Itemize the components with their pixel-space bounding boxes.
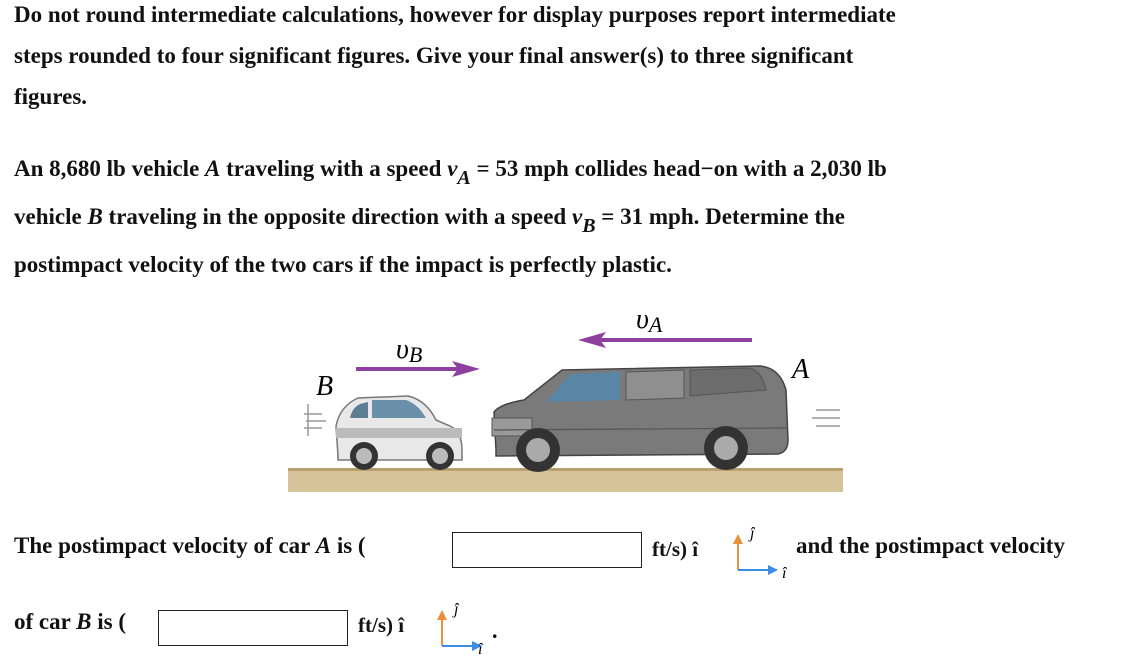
text: is ( bbox=[331, 533, 366, 558]
problem-line-1 bbox=[14, 148, 887, 191]
problem-line-2 bbox=[14, 196, 845, 239]
va-label: υA bbox=[636, 304, 663, 337]
text: An 8,680 lb vehicle bbox=[14, 156, 206, 181]
subscript-a: A bbox=[457, 167, 471, 189]
j-hat-label: ĵ bbox=[454, 601, 459, 618]
text: The postimpact velocity of car bbox=[14, 533, 316, 558]
i-hat-label: î bbox=[782, 565, 787, 578]
answer-a-suffix: and the postimpact velocity bbox=[796, 533, 1065, 558]
problem-line-3: postimpact velocity of the two cars if the impact is perfectly plastic. bbox=[14, 252, 672, 277]
instruction-line-2: steps rounded to four significant figures. Give your final answer(s) to three significant bbox=[14, 43, 854, 68]
answer-a-label bbox=[14, 533, 366, 559]
car-a bbox=[492, 366, 788, 472]
car-b-velocity-input[interactable] bbox=[158, 610, 348, 646]
answer-b-label bbox=[14, 609, 126, 635]
car-b-symbol: B bbox=[76, 609, 92, 634]
car-a-symbol: A bbox=[315, 533, 332, 558]
unit-label-a: ft/s) î bbox=[652, 537, 699, 561]
velocity-symbol: v bbox=[571, 204, 583, 229]
vb-label: υB bbox=[396, 334, 423, 367]
period: . bbox=[492, 618, 498, 643]
instruction-line-1: Do not round intermediate calculations, however for display purposes report intermediate bbox=[14, 2, 896, 27]
vehicle-a-symbol: A bbox=[205, 156, 221, 181]
motion-lines-a bbox=[812, 410, 840, 426]
velocity-symbol: v bbox=[447, 156, 458, 181]
ground bbox=[288, 470, 843, 492]
text: traveling with a speed bbox=[220, 156, 448, 181]
label-a: A bbox=[792, 354, 810, 385]
collision-figure bbox=[280, 300, 850, 500]
j-hat-label: ĵ bbox=[750, 525, 755, 542]
subscript-b: B bbox=[582, 215, 596, 237]
motion-lines-b bbox=[304, 404, 326, 436]
i-hat-label: î bbox=[478, 641, 483, 654]
car-a-velocity-input[interactable] bbox=[452, 532, 642, 568]
text: of car bbox=[14, 609, 77, 634]
label-b: B bbox=[316, 371, 334, 402]
axis-indicator-icon bbox=[724, 522, 794, 578]
text: traveling in the opposite direction with a speed bbox=[102, 204, 572, 229]
axis-indicator-icon bbox=[428, 598, 502, 654]
text: is ( bbox=[91, 609, 127, 634]
unit-label-b: ft/s) î bbox=[358, 613, 405, 637]
ground-edge bbox=[288, 468, 843, 471]
text: = 31 mph. Determine the bbox=[595, 204, 845, 229]
text: vehicle bbox=[14, 204, 88, 229]
instruction-line-3: figures. bbox=[14, 84, 88, 109]
vehicle-b-symbol: B bbox=[87, 204, 103, 229]
car-b bbox=[336, 396, 462, 470]
text: = 53 mph collides head−on with a 2,030 lb bbox=[470, 156, 887, 181]
